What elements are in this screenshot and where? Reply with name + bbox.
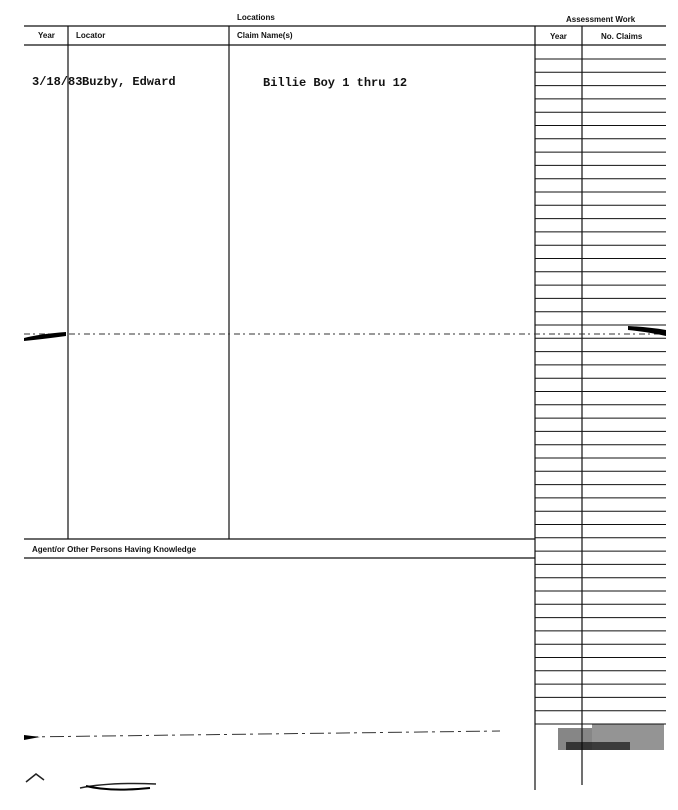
assessment-year-column-header: Year	[550, 32, 567, 41]
no-claims-column-header: No. Claims	[601, 32, 643, 41]
entry-locator: Buzby, Edward	[82, 75, 176, 89]
claim-names-column-header: Claim Name(s)	[237, 31, 293, 40]
assessment-work-heading: Assessment Work	[566, 15, 636, 24]
year-column-header: Year	[38, 31, 55, 40]
entry-year: 3/18/83	[32, 75, 83, 89]
agent-section-heading: Agent/or Other Persons Having Knowledge	[32, 545, 197, 554]
entry-claim-name: Billie Boy 1 thru 12	[263, 76, 408, 90]
locations-heading: Locations	[237, 13, 275, 22]
locator-column-header: Locator	[76, 31, 106, 40]
